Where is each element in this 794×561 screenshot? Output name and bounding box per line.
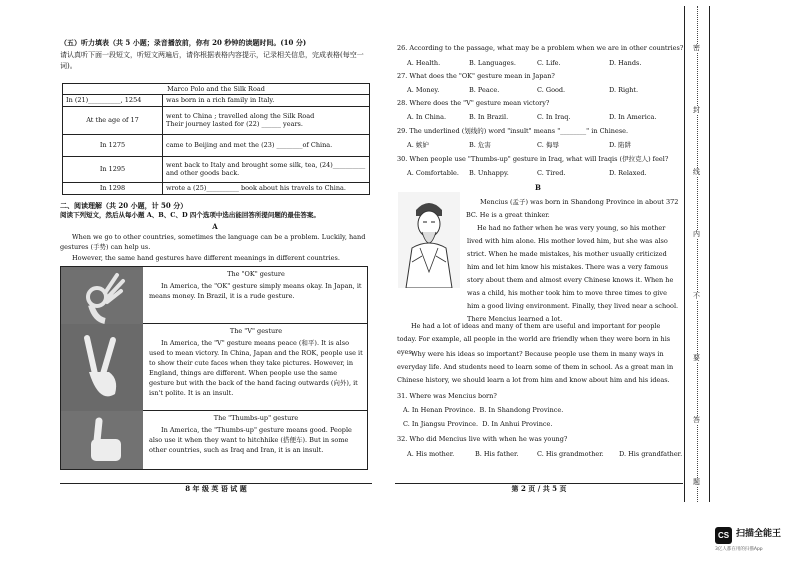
part2-instructions: 阅读下列短文，然后从每小题 A、B、C、D 四个选项中选出能回答所提问题的最佳答案。 — [60, 211, 320, 219]
passage-a-paragraph: When we go to other countries, sometimes the language can be a problem. Luckily, hand gestures (手势) can help us. — [60, 233, 366, 252]
option: A. Money. — [407, 86, 440, 94]
question-29-options — [407, 141, 631, 149]
question-31-options — [403, 420, 552, 428]
option: B. 危害 — [469, 141, 491, 149]
option: D. Hands. — [609, 59, 642, 67]
option: D. In Anhui Province. — [482, 420, 553, 428]
question-26: 26. According to the passage, what may be a problem when we are in other countries? — [397, 44, 684, 52]
table-header: Marco Polo and the Silk Road — [63, 84, 370, 95]
table-cell-right: went to China ; travelled along the Silk Road Their journey lasted for (22) ______ years. — [163, 106, 370, 134]
passage-b-paragraph: Why were his ideas so important? Because people use them in many ways in everyday life. And students need to learn some of them in school. As a great man in Chinese history, we should learn a lot from him and know about him and his ideas. — [397, 350, 674, 384]
option: B. Unhappy. — [469, 169, 509, 177]
gesture-row-thumbs-up — [61, 411, 367, 469]
gesture-row-ok — [61, 267, 367, 324]
gesture-title: The "V" gesture — [229, 327, 283, 335]
footer-right: 第 2 页 / 共 5 页 — [395, 483, 683, 497]
option: C. Life. — [537, 59, 561, 67]
table-cell-left: In 1295 — [63, 156, 163, 182]
passage-a-label: A — [212, 222, 218, 231]
option: C. Tired. — [537, 169, 566, 177]
option: A. In Henan Province. — [403, 406, 476, 414]
seal-line-strip — [684, 6, 710, 502]
option: D. Relaxed. — [609, 169, 647, 177]
v-gesture-image — [61, 324, 143, 410]
section5-instructions: 请认真听下面一段短文，听短文两遍后，请你根据表格内容提示，记录相关信息，完成表格(每空一词)。 — [60, 51, 364, 71]
option: C. His grandmother. — [537, 450, 604, 458]
option: B. Languages. — [469, 59, 516, 67]
gesture-text: In America, the "Thumbs-up" gesture means good. People also use it when they want to hitchhike (搭便车). But in some other countries, such as Iraq and Iran, it is an insult. — [149, 426, 352, 455]
question-30-options — [407, 169, 647, 177]
gesture-title: The "Thumbs-up" gesture — [213, 414, 299, 422]
option: A. Health. — [407, 59, 441, 67]
seal-char: 封 — [693, 106, 700, 114]
gestures-table — [60, 266, 368, 470]
seal-char: 答 — [693, 416, 700, 424]
seal-char: 密 — [693, 44, 700, 52]
passage-b-paragraph: Mencius (孟子) was born in Shandong Province in about 372 BC. He is a great thinker. — [466, 198, 679, 219]
question-30: 30. When people use "Thumbs-up" gesture in Iraq, what will Iraqis (伊拉克人) feel? — [397, 155, 669, 163]
option: C. 侮辱 — [537, 141, 559, 149]
passage-b-paragraph: He had a lot of ideas and many of them are useful and important for people today. For example, all people in the world are friendly when they were born in his eyes. — [397, 322, 671, 356]
question-28-options — [407, 113, 656, 121]
seal-char: 不 — [693, 292, 700, 300]
option: D. Right. — [609, 86, 639, 94]
cs-logo-icon: CS — [715, 527, 732, 544]
passage-b-text: He had no father when he was very young, so his mother lived with him alone. His mother loved him, but she was also strict. When he made mistakes, his mother usually criticized him and let him know his mistakes. There was a very famous story about them and almost every Chinese knows it. When he was a child, his mother took him to move three times to give him a good living environment. Finally, they lived near a school. There Mencius learned a lot. — [467, 224, 679, 323]
option: A. Comfortable. — [407, 169, 459, 177]
option: A. In China. — [407, 113, 447, 121]
option: B. His father. — [475, 450, 519, 458]
thumbs-up-gesture-image — [61, 411, 143, 469]
table-cell-left: In 1298 — [63, 182, 163, 194]
gesture-text: In America, the "OK" gesture simply means okay. In Japan, it means money. In Brazil, it is a rude gesture. — [149, 282, 362, 301]
question-31: 31. Where was Mencius born? — [397, 392, 497, 400]
seal-dotted-line — [697, 6, 698, 502]
seal-char: 要 — [693, 354, 700, 362]
gesture-row-v — [61, 324, 367, 411]
footer-left: 8 年 级 英 语 试 题 — [60, 483, 372, 497]
passage-a-paragraph: However, the same hand gestures have different meanings in different countries. — [72, 254, 340, 262]
question-27-options — [407, 86, 638, 94]
option: D. His grandfather. — [619, 450, 683, 458]
question-32: 32. Who did Mencius live with when he was young? — [397, 435, 568, 443]
table-cell-right: came to Beijing and met the (23) ________of China. — [163, 134, 370, 156]
seal-char: 内 — [693, 230, 700, 238]
option: D. 陷阱 — [609, 141, 632, 149]
gesture-text: In America, the "V" gesture means peace (和平). It is also used to mean victory. In China, Japan and the ROK, people use it to show their cute faces when they take pictures. However, in England, things are different. When people use the same gesture but with the back of the hand facing outwards (向外), it isn't polite. It is an insult. — [149, 339, 363, 398]
option: C. In Jiangsu Province. — [403, 420, 479, 428]
option: A. 嫉妒 — [407, 141, 429, 149]
option: B. In Shandong Province. — [479, 406, 564, 414]
option: A. His mother. — [407, 450, 455, 458]
question-31-options — [403, 406, 563, 414]
seal-char: 线 — [693, 168, 700, 176]
section5-title: （五）听力填表（共 5 小题；录音播放前，你有 20 秒钟的读题时间。(10 分) — [60, 38, 307, 47]
question-26-options — [407, 59, 641, 67]
option: C. Good. — [537, 86, 566, 94]
seal-char: 题 — [693, 478, 700, 486]
gesture-title: The "OK" gesture — [227, 270, 285, 278]
option: B. In Brazil. — [469, 113, 509, 121]
ok-gesture-image — [61, 267, 143, 323]
table-cell-right: went back to Italy and brought some silk, tea, (24)__________ and other goods back. — [163, 156, 370, 182]
watermark-name: 扫描全能王 — [736, 529, 782, 539]
question-32-options — [407, 450, 682, 458]
question-27: 27. What does the "OK" gesture mean in Japan? — [397, 72, 555, 80]
scanner-watermark — [715, 527, 793, 557]
part2-title: 二、阅读理解（共 20 小题，计 50 分） — [60, 201, 188, 210]
option: B. Peace. — [469, 86, 500, 94]
option: D. In America. — [609, 113, 657, 121]
option: C. In Iraq. — [537, 113, 571, 121]
question-28: 28. Where does the "V" gesture mean victory? — [397, 99, 550, 107]
table-cell-left: At the age of 17 — [63, 106, 163, 134]
table-cell-left: In 1275 — [63, 134, 163, 156]
table-cell-right: was born in a rich family in Italy. — [163, 95, 370, 106]
table-cell-right: wrote a (25)__________ book about his travels to China. — [163, 182, 370, 194]
question-29: 29. The underlined (划线的) word "insult" means "________" in Chinese. — [397, 127, 629, 135]
passage-b-paragraph — [397, 222, 681, 326]
table-cell-left: In (21)__________, 1254 — [63, 95, 163, 106]
marco-polo-table — [62, 83, 370, 195]
watermark-subtitle: 3亿人都在用的扫描App — [715, 547, 763, 552]
passage-b-label: B — [535, 183, 541, 192]
